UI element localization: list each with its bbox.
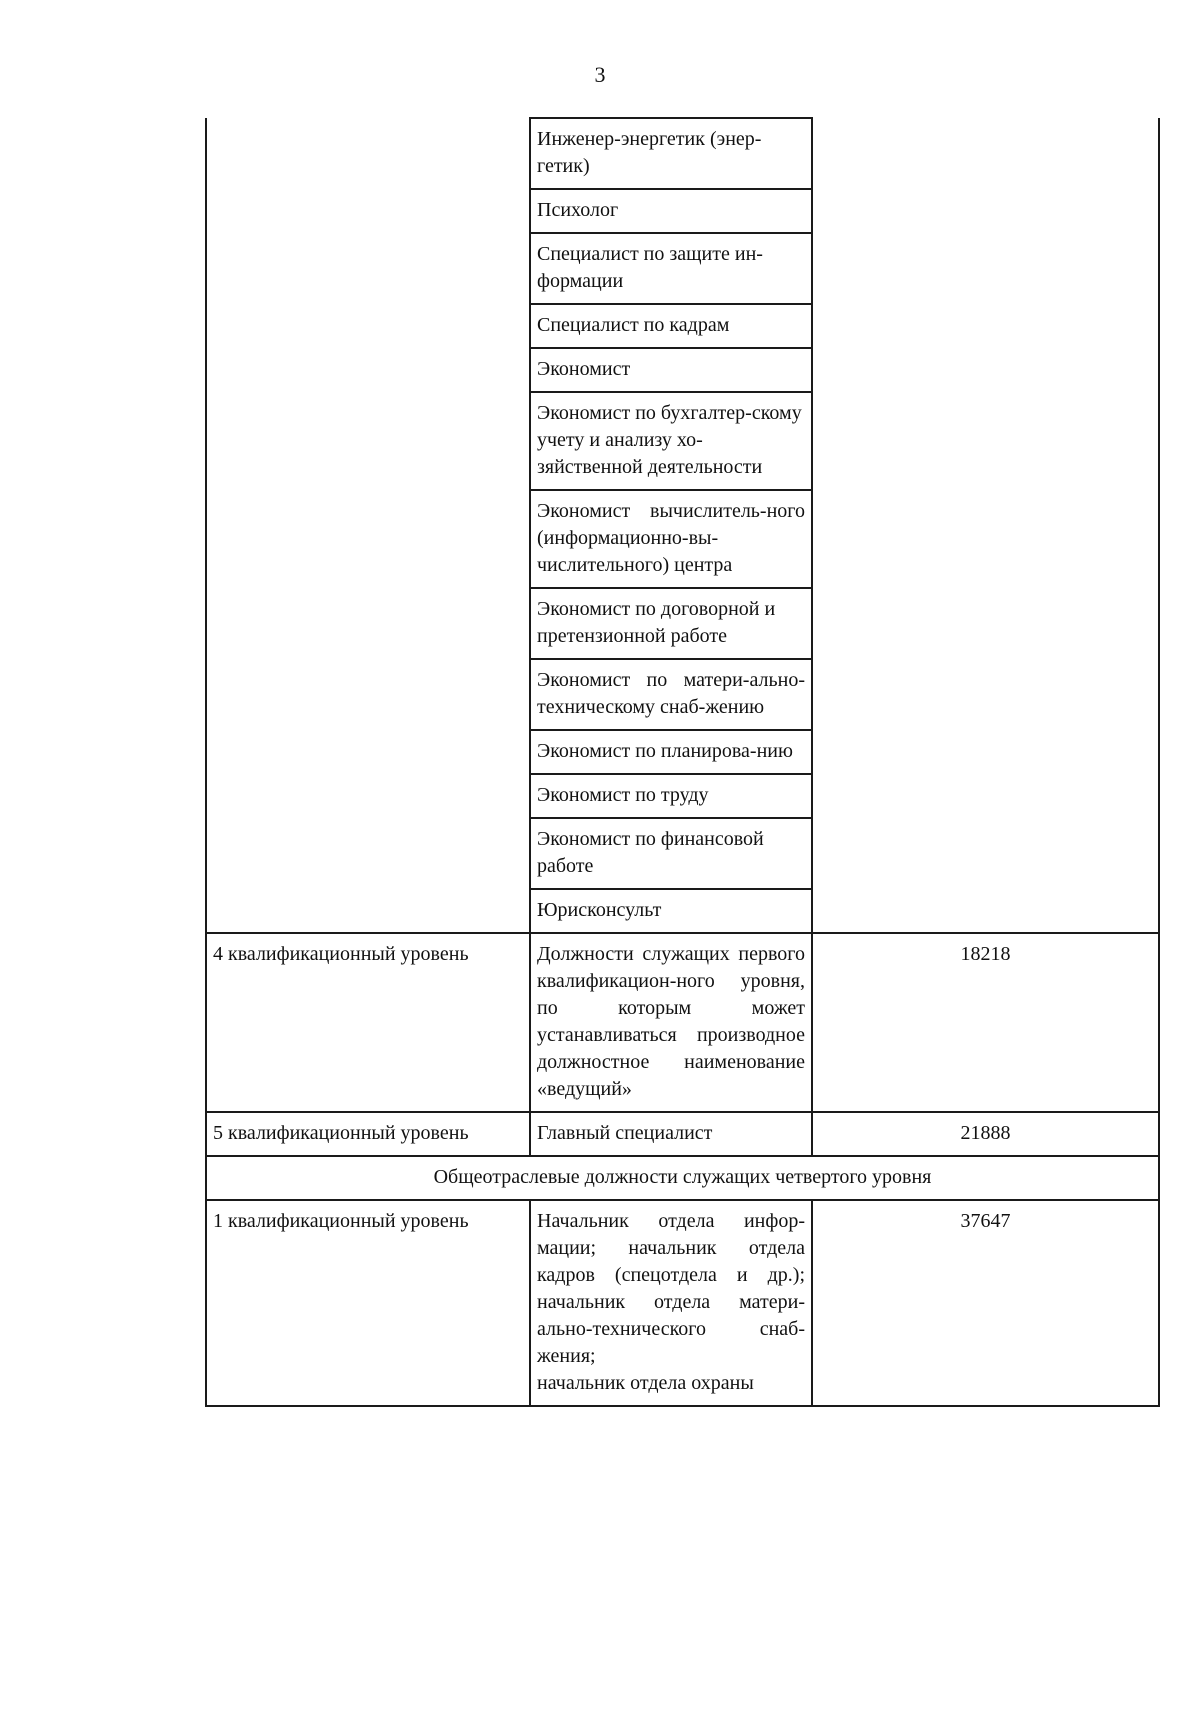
position-cell: Экономист по труду (530, 774, 812, 818)
qualification-level-cell: 5 квалификационный уровень (206, 1112, 530, 1156)
position-cell: Экономист (530, 348, 812, 392)
position-cell: Экономист по планирова-нию (530, 730, 812, 774)
amount-cell: 18218 (812, 933, 1159, 1112)
amount-cell-continued (812, 118, 1159, 933)
table-row (206, 1156, 1159, 1200)
position-cell: Экономист по бухгалтер-скому учету и анализу хо-зяйственной деятельности (530, 392, 812, 490)
position-cell: Экономист по финансовой работе (530, 818, 812, 889)
position-cell: Психолог (530, 189, 812, 233)
position-cell: Специалист по защите ин-формации (530, 233, 812, 304)
position-cell: Инженер-энергетик (энер-гетик) (530, 118, 812, 189)
position-text: начальник отдела охраны (537, 1372, 754, 1394)
table-row (206, 118, 1159, 189)
position-cell: Специалист по кадрам (530, 304, 812, 348)
position-cell: Главный специалист (530, 1112, 812, 1156)
group-header: Общеотраслевые должности служащих четвертого уровня (206, 1156, 1159, 1200)
table-row (206, 1112, 1159, 1156)
position-cell: Экономист по договорной и претензионной работе (530, 588, 812, 659)
table-row (206, 933, 1159, 1112)
qualification-level-cell: 4 квалификационный уровень (206, 933, 530, 1112)
position-text: Начальник отдела инфор-мации; начальник отдела кадров (спецотдела и др.); начальник отдела матери-ально-технического снаб-жения; (537, 1210, 805, 1367)
salary-table (205, 117, 1160, 1407)
qualification-level-cell: 1 квалификационный уровень (206, 1200, 530, 1406)
table-row (206, 1200, 1159, 1406)
position-cell: Экономист вычислитель-ного (информационно-вы-числительного) центра (530, 490, 812, 588)
position-cell: Экономист по матери-ально-техническому снаб-жению (530, 659, 812, 730)
position-cell: Юрисконсульт (530, 889, 812, 933)
amount-cell: 21888 (812, 1112, 1159, 1156)
level-cell-continued (206, 118, 530, 933)
amount-cell: 37647 (812, 1200, 1159, 1406)
position-cell: Должности служащих первого квалификацион-ного уровня, по которым может устанавливаться производное должностное наименование «ведущий» (530, 933, 812, 1112)
page-number: 3 (594, 62, 606, 87)
position-cell (530, 1200, 812, 1406)
